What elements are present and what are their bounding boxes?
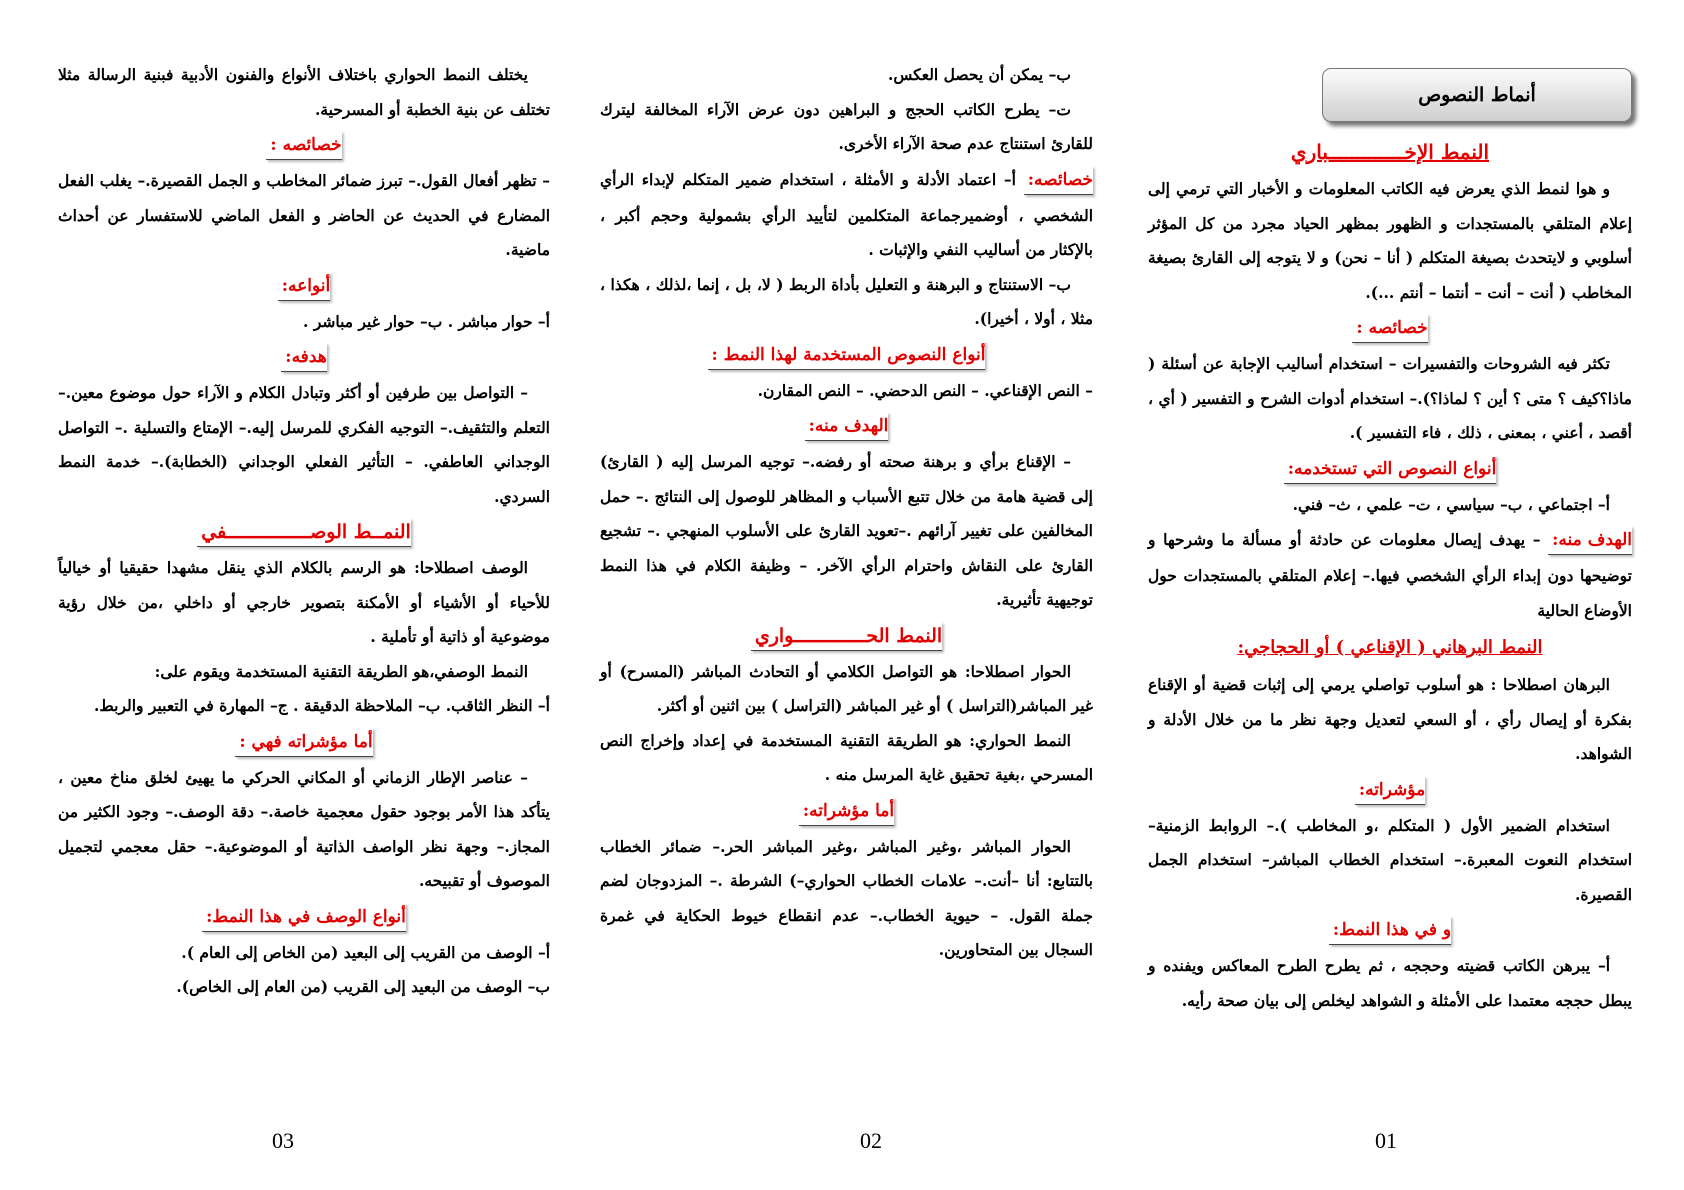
description-indicators-paragraph: – عناصر الإطار الزماني أو المكاني الحركي ما يهيئ لخلق مناخ معين ، يتأكد هذا الأمر بوجود حقول معجمية خاصة.– دقة الوصف.– وجود الكثير من المجاز.– وجهة نظر الواصف الذاتية أو الموضوعية.– حقل معجمي لتجميل الموصوف أو تقبيحه.: [58, 767, 550, 890]
heading-description-types: أنواع الوصف في هذا النمط:: [202, 903, 406, 932]
dialogue-indicators-paragraph: الحوار المباشر ،وغير المباشر ،وغير المباشر الحر.– ضمائر الخطاب بالتتابع: أنا –أنت.– علامات الخطاب الحواري–) الشرطة .– المزدوجان لضم جملة القول. – حيوية الخطاب.– عدم انقطاع خيوط الحكاية في غمرة السجال بين المتحاورين.: [600, 836, 1093, 959]
goal-text: – يهدف إيصال معلومات عن حادثة أو مسألة ما وشرحها و توضيحها دون إبداء الرأي الشخصي فيها.– إعلام المتلقي بالمستجدات حول الأوضاع الحالية: [1148, 530, 1632, 620]
page-number-01: 01: [1375, 1128, 1397, 1153]
heading-text-types: أنواع النصوص التي تستخدمه:: [1284, 455, 1497, 484]
argument-text-types-paragraph: – النص الإقناعي. – النص الدحضي. – النص المقارن.: [757, 380, 1093, 400]
features-a-text: أ– اعتماد الأدلة و الأمثلة ، استخدام ضمير المتكلم لإبداء الرأي الشخصي ، أوضميرجماعة المتكلمين لتأييد الرأي بشمولية وحجم أكبر ، بالإكثار من أساليب النفي والإثبات .: [600, 169, 1093, 259]
description-technique-paragraph: النمط الوصفي،هو الطريقة التقنية المستخدمة ويقوم على:: [154, 661, 528, 681]
heading-dialogue-types: أنواعه:: [278, 272, 331, 301]
heading-informative-pattern: النمط الإخـــــــــــــباري: [1290, 140, 1490, 164]
page-number-03: 03: [272, 1128, 294, 1153]
point-b-paragraph: ب– يمكن أن يحصل العكس.: [888, 65, 1071, 84]
description-type-a: أ– الوصف من القريب إلى البعيد (من الخاص إلى العام ).: [181, 942, 550, 962]
features-paragraph: تكثر فيه الشروحات والتفسيرات – استخدام أساليب الإجابة عن أسئلة ( ماذا؟كيف ؟ متى ؟ أين ؟ لماذا؟).– استخدام أدوات الشرح و التفسير ( أي ، أقصد ، أعني ، بمعنى ، ذلك ، فاء التفسير ).: [1148, 354, 1632, 442]
goal-paragraph: [1148, 522, 1632, 628]
heading-argumentative-pattern: النمط البرهاني ( الإقناعي ) أو الحجاجي:: [1237, 637, 1543, 658]
heading-in-this-pattern: و في هذا النمط:: [1329, 916, 1451, 945]
heading-dialogue-pattern: النمط الحـــــــــــــواري: [751, 622, 942, 651]
heading-indicators: مؤشراته:: [1355, 776, 1425, 805]
dialogue-definition-paragraph: الحوار اصطلاحا: هو التواصل الكلامي أو التحادث المباشر (المسرح) أو غير المباشر(التراسل ) أو غير المباشر (التراسل ) بين اثنين أو أكثر.: [600, 661, 1093, 715]
heading-features-inline: خصائصه:: [1024, 166, 1093, 195]
indicators-paragraph: استخدام الضمير الأول ( المتكلم ،و المخاطب ).– الروابط الزمنية– استخدام النعوت المعبرة.– استخدام الخطاب المباشر– استخدام الجمل القصيرة.: [1148, 815, 1632, 904]
dialogue-variation-paragraph: يختلف النمط الحواري باختلاف الأنواع والفنون الأدبية فبنية الرسالة مثلا تختلف عن بنية الخطبة أو المسرحية.: [58, 65, 550, 119]
dialogue-technique-paragraph: النمط الحواري: هو الطريقة التقنية المستخدمة في إعداد وإخراج النص المسرحي ،بغية تحقيق غاية المرسل منه .: [600, 730, 1093, 784]
page-02-column: [600, 58, 1093, 968]
heading-dialogue-features: خصائصه :: [266, 131, 341, 160]
heading-argument-text-types: أنواع النصوص المستخدمة لهذا النمط :: [708, 341, 986, 370]
page-01-column: [1148, 58, 1632, 1018]
description-pillars-paragraph: أ– النظر الثاقب. ب– الملاحظة الدقيقة . ج– المهارة في التعبير والربط.: [94, 696, 550, 715]
in-this-pattern-paragraph: أ– يبرهن الكاتب قضيته وحججه ، ثم يطرح الطرح المعاكس ويفنده و يبطل حججه معتمدا على الأمثلة و الشواهد ليخلص إلى بيان صحة رأيه.: [1148, 956, 1632, 1010]
features-a-paragraph: [600, 162, 1093, 268]
text-types-paragraph: أ– اجتماعي ، ب– سياسي ، ت– علمي ، ث– فني.: [1292, 494, 1610, 514]
description-type-b: ب– الوصف من البعيد إلى القريب (من العام إلى الخاص).: [176, 977, 550, 996]
dialogue-types-paragraph: أ– حوار مباشر . ب– حوار غير مباشر .: [303, 311, 550, 331]
heading-features: خصائصه :: [1352, 314, 1427, 343]
heading-description-indicators: أما مؤشراته فهي :: [235, 728, 372, 757]
dialogue-goal-paragraph: – التواصل بين طرفين أو أكثر وتبادل الكلام و الآراء حول موضوع معين.– التعلم والتثقيف.– التوجيه الفكري للمرسل إليه.– الإمتاع والتسلية .– التواصل الوجداني العاطفي. – التأثير الفعلي الوجداني (الخطابة).– خدمة النمط السردي.: [58, 383, 550, 506]
point-t-paragraph: ت– يطرح الكاتب الحجج و البراهين دون عرض الآراء المخالفة ليترك للقارئ استنتاج عدم صحة الآراء الأخرى.: [600, 99, 1093, 153]
argument-definition-paragraph: البرهان اصطلاحا : هو أسلوب تواصلي يرمي إلى إثبات قضية أو الإقناع بفكرة أو إيصال رأي ، أو السعي لتعديل وجهة نظر ما من خلال الأدلة و الشواهد.: [1148, 675, 1632, 763]
features-b-paragraph: ب– الاستنتاج و البرهنة و التعليل بأداة الربط ( لا، بل ، إنما ،لذلك ، هكذا ، مثلا ، أولا ، أخيرا).: [600, 274, 1093, 328]
informative-intro-paragraph: و هوا لنمط الذي يعرض فيه الكاتب المعلومات و الأخبار التي ترمي إلى إعلام المتلقي بالمستجدات و الظهور بمظهر الحياد مجرد من كل المؤثر أسلوبي و لايتحدث بصيغة المتكلم ( أنا – نحن) و لا يتوجه إلى القارئ بصيغة المخاطب ( أنت – أنت – أنتما – أنتم ...).: [1148, 179, 1632, 302]
section-title-box: أنماط النصوص: [1322, 68, 1632, 122]
heading-dialogue-goal: هدفه:: [281, 343, 326, 372]
page-number-02: 02: [860, 1128, 882, 1153]
heading-goal: الهدف منه:: [805, 412, 889, 441]
heading-dialogue-indicators: أما مؤشراته:: [799, 797, 894, 826]
page-03-column: [58, 58, 550, 1005]
heading-goal-inline: الهدف منه:: [1548, 526, 1632, 555]
description-definition-paragraph: الوصف اصطلاحا: هو الرسم بالكلام الذي ينقل مشهدا حقيقيا أو خيالياً للأحياء أو الأشياء أو الأمكنة بتصوير خارجي أو داخلي ،من خلال رؤية موضوعية أو ذاتية أو تأملية .: [58, 558, 550, 646]
heading-descriptive-pattern: النمــط الوصـــــــــــــــفي: [197, 518, 411, 547]
goal-paragraph: – الإقناع برأي و برهنة صحته أو رفضه.– توجيه المرسل إليه ( القارئ) إلى قضية هامة من خلال تتبع الأسباب و المظاهر للوصول إلى النتائج .– حمل المخالفين على تغيير آرائهم .–تعويد القارئ على الأسلوب المنهجي .– تشجيع القارئ على النقاش واحترام الرأي الآخر. – وظيفة الكلام في هذا النمط توجيهية تأثيرية.: [600, 452, 1093, 609]
dialogue-features-paragraph: – تظهر أفعال القول.– تبرز ضمائر المخاطب و الجمل القصيرة.– يغلب الفعل المضارع في الحديث عن الحاضر و الفعل الماضي للاستفسار عن أحداث ماضية.: [58, 171, 550, 259]
